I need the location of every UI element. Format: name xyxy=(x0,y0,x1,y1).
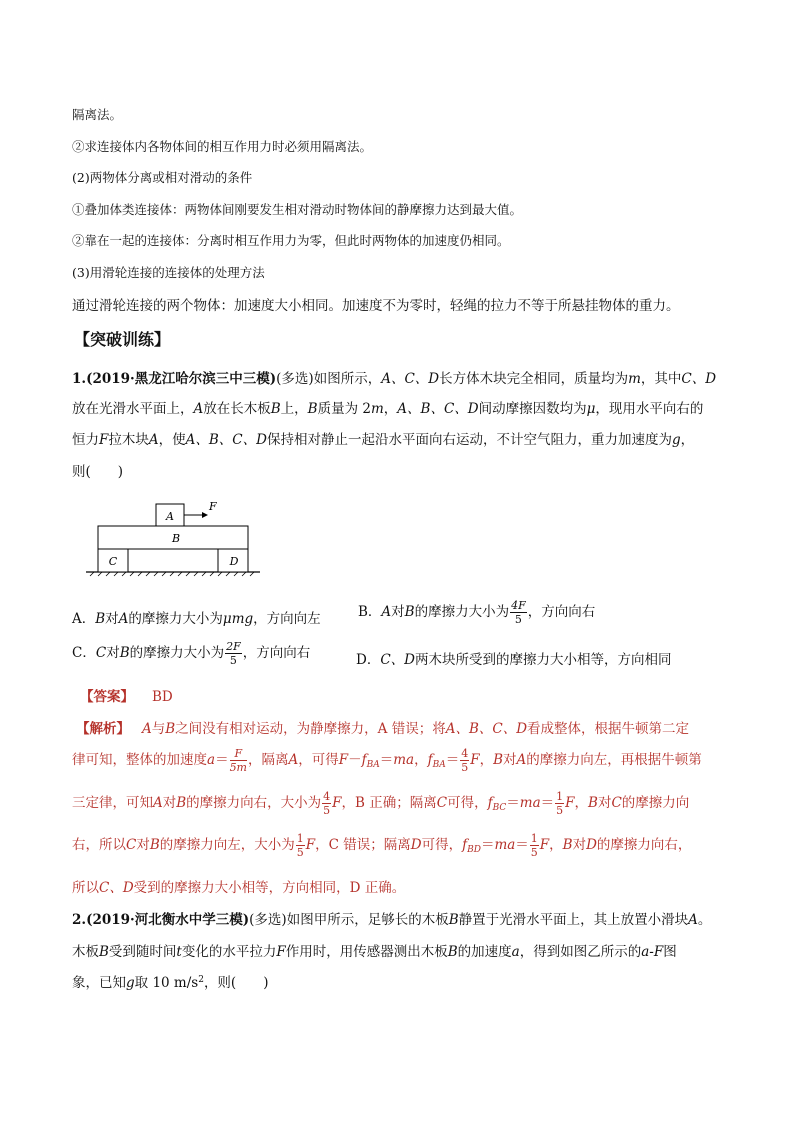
label-d: D xyxy=(229,555,239,568)
label-c: C xyxy=(108,555,118,568)
label-a: A xyxy=(166,510,174,523)
intro-line-6: (3)用滑轮连接的连接体的处理方法 xyxy=(72,265,265,280)
q1-blocks-diagram xyxy=(84,496,274,582)
q1-option-a[interactable]: A．B对A的摩擦力大小为μmg，方向向左 xyxy=(72,611,321,627)
q1-stem-line-2: 放在光滑水平面上，A放在长木板B上，B质量为 2m，A、B、C、D间动摩擦因数均为μ，现用水平向右的 xyxy=(72,401,704,417)
intro-line-1: 隔离法。 xyxy=(72,107,123,122)
q1-answer: 【答案】 BD xyxy=(80,689,173,705)
q1-analysis-line-5: 所以C、D受到的摩擦力大小相等，方向相同，D 正确。 xyxy=(72,880,406,896)
option-b-fraction: $\frac{4F}{5}$ xyxy=(511,599,526,626)
intro-line-7: 通过滑轮连接的两个物体：加速度大小相同。加速度不为零时，轻绳的拉力不等于所悬挂物体的重力。 xyxy=(72,298,680,314)
intro-line-4: ①叠加体类连接体：两物体间刚要发生相对滑动时物体间的静摩擦力达到最大值。 xyxy=(72,202,523,217)
q2-stem-line-1: 2.(2019·河北衡水中学三模)(多选)如图甲所示，足够长的木板B静置于光滑水平面上，其上放置小滑块A。 xyxy=(72,912,712,928)
q1-option-b[interactable]: B．A对B的摩擦力大小为 $\frac{4F}{5}$ ，方向向右 xyxy=(358,599,596,626)
label-b: B xyxy=(171,532,181,545)
intro-line-2: ②求连接体内各物体间的相互作用力时必须用隔离法。 xyxy=(72,139,373,154)
force-arrowhead xyxy=(202,512,208,518)
q2-stem-line-2: 木板B受到随时间t变化的水平拉力F作用时，用传感器测出木板B的加速度a，得到如图乙所示的a-F图 xyxy=(72,944,677,960)
option-c-fraction: $\frac{2F}{5}$ xyxy=(226,640,241,667)
q1-stem-line-4: 则( ) xyxy=(72,464,124,480)
q2-stem-line-3: 象，已知g取 10 $m/s^2$，则( ) xyxy=(72,975,269,991)
q1-analysis-line-1: 【解析】 A与B之间没有相对运动，为静摩擦力，A 错误；将A、B、C、D看成整体，根据牛顿第二定 xyxy=(76,721,690,737)
q1-analysis-line-2: 律可知，整体的加速度a＝ $\frac{F}{5m}$ ，隔离A，可得$F-f_{BA}=ma$，$f_{BA}=$ $\frac{4}{5}$ F，B对A的摩擦力向左，再根据牛顿第 xyxy=(72,747,702,774)
q1-analysis-line-3: 三定律，可知A对B的摩擦力向右，大小为 $\frac{4}{5}$ F，B 正确；隔离C可得，$f_{BC}=ma=$ $\frac{1}{5}$ F，B对C的摩擦力向 xyxy=(72,790,690,817)
intro-line-5: ②靠在一起的连接体：分离时相互作用力为零，但此时两物体的加速度仍相同。 xyxy=(72,233,510,248)
q1-stem-line-1: 1.(2019·黑龙江哈尔滨三中三模)(多选)如图所示，A、C、D长方体木块完全相同，质量均为m，其中C、D xyxy=(72,371,717,387)
label-f: F xyxy=(209,500,217,513)
intro-line-3: (2)两物体分离或相对滑动的条件 xyxy=(72,170,253,185)
q1-analysis-line-4: 右，所以C对B的摩擦力向左，大小为 $\frac{1}{5}$ F，C 错误；隔离D可得，$f_{BD}=ma=$ $\frac{1}{5}$ F，B对D的摩擦力向右， xyxy=(72,832,692,859)
q1-option-d[interactable]: D．C、D两木块所受到的摩擦力大小相等，方向相同 xyxy=(356,652,672,668)
q1-option-c[interactable]: C．C对B的摩擦力大小为 $\frac{2F}{5}$ ，方向向右 xyxy=(72,640,311,667)
section-title: 【突破训练】 xyxy=(74,330,171,349)
q1-stem-line-3: 恒力F拉木块A，使A、B、C、D保持相对静止一起沿水平面向右运动，不计空气阻力，重力加速度为g， xyxy=(72,432,695,448)
